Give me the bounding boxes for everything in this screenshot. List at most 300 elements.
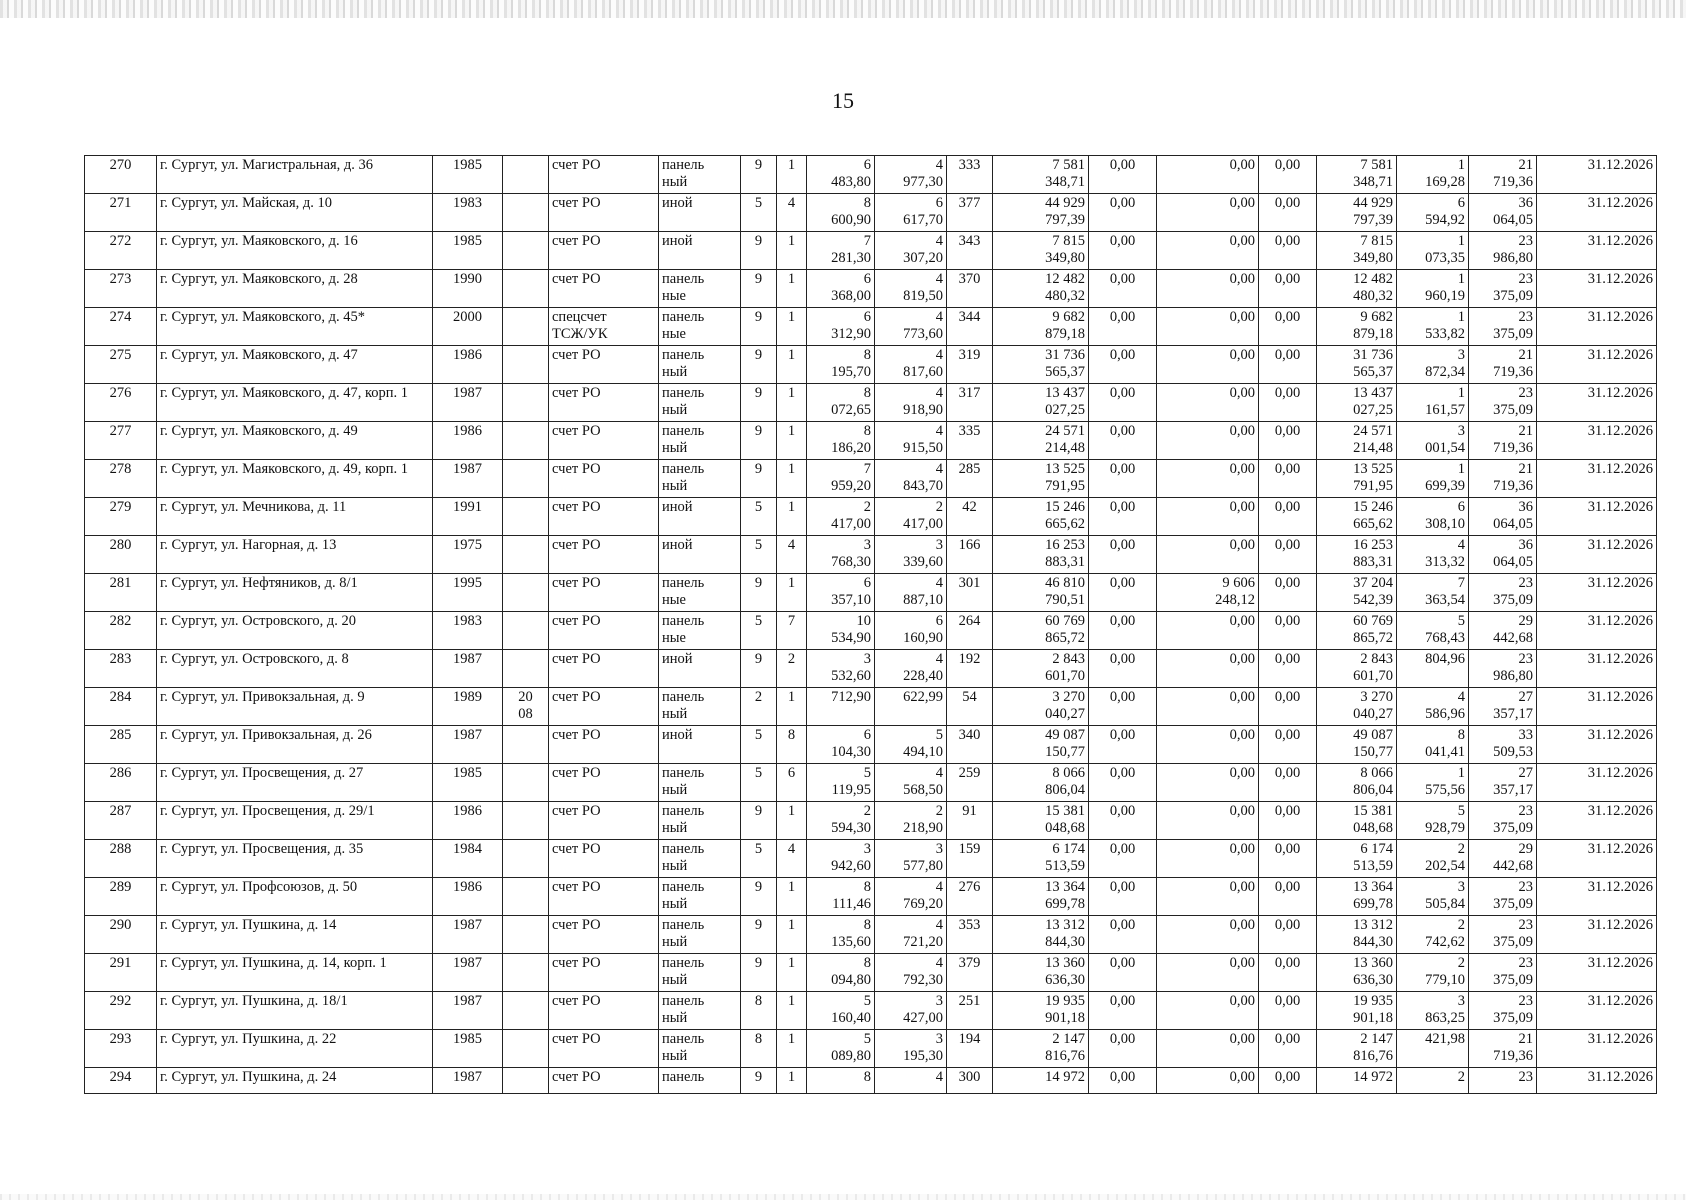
cell-year-built: 1989: [433, 688, 503, 726]
cell-unit-cost: 804,96: [1397, 650, 1469, 688]
cell-total-area: 8 072,65: [807, 384, 875, 422]
cell-entrances: 1: [777, 384, 807, 422]
cell-row-number: 289: [85, 878, 157, 916]
cell-cost-col-c: 0,00: [1259, 498, 1317, 536]
cell-living-area: 4 915,50: [875, 422, 947, 460]
cell-fund-account: счет РО: [549, 422, 659, 460]
cell-residents: 370: [947, 270, 993, 308]
cell-total-area: 3 942,60: [807, 840, 875, 878]
cell-total-cost: 2 147 816,76: [993, 1030, 1089, 1068]
cell-address: г. Сургут, ул. Привокзальная, д. 9: [157, 688, 433, 726]
cell-year-built: 1986: [433, 878, 503, 916]
cell-row-number: 290: [85, 916, 157, 954]
cell-cost-col-a: 0,00: [1089, 384, 1157, 422]
cell-cost-col-c: 0,00: [1259, 460, 1317, 498]
cell-living-area: 622,99: [875, 688, 947, 726]
cell-deadline: 31.12.2026: [1537, 346, 1657, 384]
cell-fund-account: счет РО: [549, 726, 659, 764]
cell-floors: 9: [741, 574, 777, 612]
cell-cost-col-c: 0,00: [1259, 536, 1317, 574]
cell-year-commissioned: 20 08: [503, 688, 549, 726]
cell-max-unit-cost: 23 375,09: [1469, 308, 1537, 346]
cell-address: г. Сургут, ул. Маяковского, д. 16: [157, 232, 433, 270]
cell-row-number: 280: [85, 536, 157, 574]
cell-max-unit-cost: 21 719,36: [1469, 346, 1537, 384]
cell-entrances: 1: [777, 270, 807, 308]
cell-fund-account: счет РО: [549, 612, 659, 650]
cell-row-number: 284: [85, 688, 157, 726]
cell-fund-account: счет РО: [549, 194, 659, 232]
cell-total-area: 5 089,80: [807, 1030, 875, 1068]
cell-deadline: 31.12.2026: [1537, 460, 1657, 498]
cell-wall-material: иной: [659, 536, 741, 574]
cell-residents: 353: [947, 916, 993, 954]
cell-unit-cost: 3 001,54: [1397, 422, 1469, 460]
cell-cost-col-c: 0,00: [1259, 612, 1317, 650]
cell-residents: 194: [947, 1030, 993, 1068]
cell-address: г. Сургут, ул. Маяковского, д. 28: [157, 270, 433, 308]
cell-total-area: 10 534,90: [807, 612, 875, 650]
cell-unit-cost: 421,98: [1397, 1030, 1469, 1068]
cell-floors: 5: [741, 612, 777, 650]
cell-total-area: 712,90: [807, 688, 875, 726]
cell-unit-cost: 1 161,57: [1397, 384, 1469, 422]
cell-residents: 317: [947, 384, 993, 422]
cell-cost-col-b: 0,00: [1157, 536, 1259, 574]
cell-cost-col-a: 0,00: [1089, 688, 1157, 726]
cell-living-area: 4 769,20: [875, 878, 947, 916]
cell-year-commissioned: [503, 650, 549, 688]
page-number: 15: [832, 88, 854, 113]
cell-entrances: 1: [777, 308, 807, 346]
cell-cost-col-b: 0,00: [1157, 878, 1259, 916]
cell-year-commissioned: [503, 840, 549, 878]
table-row: [85, 802, 1657, 840]
cell-fund-account: счет РО: [549, 346, 659, 384]
scan-edge-bottom: [0, 1194, 1686, 1200]
cell-owner-funds: 7 581 348,71: [1317, 156, 1397, 194]
cell-cost-col-b: 0,00: [1157, 232, 1259, 270]
cell-residents: 340: [947, 726, 993, 764]
cell-total-cost: 9 682 879,18: [993, 308, 1089, 346]
cell-cost-col-c: 0,00: [1259, 346, 1317, 384]
cell-address: г. Сургут, ул. Профсоюзов, д. 50: [157, 878, 433, 916]
cell-row-number: 282: [85, 612, 157, 650]
cell-residents: 344: [947, 308, 993, 346]
cell-residents: 91: [947, 802, 993, 840]
cell-row-number: 281: [85, 574, 157, 612]
cell-deadline: 31.12.2026: [1537, 612, 1657, 650]
cell-year-built: 1975: [433, 536, 503, 574]
cell-year-built: 1995: [433, 574, 503, 612]
cell-entrances: 1: [777, 916, 807, 954]
cell-living-area: 3 427,00: [875, 992, 947, 1030]
cell-fund-account: счет РО: [549, 384, 659, 422]
cell-cost-col-b: 0,00: [1157, 840, 1259, 878]
cell-deadline: 31.12.2026: [1537, 194, 1657, 232]
cell-address: г. Сургут, ул. Пушкина, д. 14, корп. 1: [157, 954, 433, 992]
cell-entrances: 1: [777, 878, 807, 916]
cell-entrances: 1: [777, 688, 807, 726]
cell-unit-cost: 4 586,96: [1397, 688, 1469, 726]
cell-year-commissioned: [503, 612, 549, 650]
cell-owner-funds: 19 935 901,18: [1317, 992, 1397, 1030]
cell-total-area: 8 094,80: [807, 954, 875, 992]
cell-cost-col-c: 0,00: [1259, 574, 1317, 612]
cell-cost-col-a: 0,00: [1089, 346, 1157, 384]
cell-cost-col-c: 0,00: [1259, 270, 1317, 308]
cell-cost-col-b: 0,00: [1157, 498, 1259, 536]
cell-year-commissioned: [503, 536, 549, 574]
cell-address: г. Сургут, ул. Привокзальная, д. 26: [157, 726, 433, 764]
cell-cost-col-c: 0,00: [1259, 384, 1317, 422]
cell-total-area: 3 768,30: [807, 536, 875, 574]
cell-fund-account: счет РО: [549, 688, 659, 726]
cell-row-number: 294: [85, 1068, 157, 1094]
cell-wall-material: иной: [659, 498, 741, 536]
cell-unit-cost: 5 928,79: [1397, 802, 1469, 840]
cell-living-area: 6 160,90: [875, 612, 947, 650]
cell-owner-funds: 16 253 883,31: [1317, 536, 1397, 574]
cell-row-number: 285: [85, 726, 157, 764]
cell-address: г. Сургут, ул. Нагорная, д. 13: [157, 536, 433, 574]
cell-owner-funds: 14 972: [1317, 1068, 1397, 1094]
cell-address: г. Сургут, ул. Островского, д. 20: [157, 612, 433, 650]
cell-wall-material: панель ный: [659, 156, 741, 194]
cell-year-built: 1987: [433, 916, 503, 954]
cell-living-area: 4 721,20: [875, 916, 947, 954]
cell-unit-cost: 6 594,92: [1397, 194, 1469, 232]
cell-total-area: 2 417,00: [807, 498, 875, 536]
cell-row-number: 292: [85, 992, 157, 1030]
cell-address: г. Сургут, ул. Маяковского, д. 47, корп. 1: [157, 384, 433, 422]
cell-max-unit-cost: 27 357,17: [1469, 688, 1537, 726]
cell-cost-col-b: 0,00: [1157, 764, 1259, 802]
cell-unit-cost: 2 742,62: [1397, 916, 1469, 954]
cell-floors: 9: [741, 916, 777, 954]
table-row: [85, 764, 1657, 802]
cell-floors: 8: [741, 992, 777, 1030]
cell-deadline: 31.12.2026: [1537, 916, 1657, 954]
cell-residents: 166: [947, 536, 993, 574]
cell-total-cost: 6 174 513,59: [993, 840, 1089, 878]
cell-unit-cost: 2 202,54: [1397, 840, 1469, 878]
cell-owner-funds: 31 736 565,37: [1317, 346, 1397, 384]
cell-address: г. Сургут, ул. Маяковского, д. 49, корп. 1: [157, 460, 433, 498]
cell-address: г. Сургут, ул. Просвещения, д. 35: [157, 840, 433, 878]
cell-living-area: 4 918,90: [875, 384, 947, 422]
cell-cost-col-c: 0,00: [1259, 726, 1317, 764]
cell-row-number: 276: [85, 384, 157, 422]
cell-wall-material: иной: [659, 194, 741, 232]
cell-floors: 9: [741, 270, 777, 308]
cell-total-area: 8 186,20: [807, 422, 875, 460]
cell-floors: 5: [741, 764, 777, 802]
table-row: [85, 232, 1657, 270]
cell-address: г. Сургут, ул. Пушкина, д. 18/1: [157, 992, 433, 1030]
cell-living-area: 4 843,70: [875, 460, 947, 498]
cell-fund-account: счет РО: [549, 878, 659, 916]
cell-year-built: 1986: [433, 346, 503, 384]
cell-owner-funds: 3 270 040,27: [1317, 688, 1397, 726]
cell-floors: 9: [741, 650, 777, 688]
cell-living-area: 4 819,50: [875, 270, 947, 308]
cell-owner-funds: 8 066 806,04: [1317, 764, 1397, 802]
cell-entrances: 4: [777, 840, 807, 878]
cell-year-commissioned: [503, 384, 549, 422]
cell-cost-col-c: 0,00: [1259, 878, 1317, 916]
cell-deadline: 31.12.2026: [1537, 308, 1657, 346]
cell-address: г. Сургут, ул. Маяковского, д. 45*: [157, 308, 433, 346]
cell-wall-material: иной: [659, 232, 741, 270]
cell-year-commissioned: [503, 308, 549, 346]
cell-cost-col-c: 0,00: [1259, 954, 1317, 992]
table-row: [85, 916, 1657, 954]
cell-cost-col-a: 0,00: [1089, 992, 1157, 1030]
cell-cost-col-c: 0,00: [1259, 992, 1317, 1030]
cell-year-commissioned: [503, 194, 549, 232]
cell-cost-col-c: 0,00: [1259, 650, 1317, 688]
cell-wall-material: панель ные: [659, 308, 741, 346]
cell-address: г. Сургут, ул. Пушкина, д. 24: [157, 1068, 433, 1094]
cell-residents: 276: [947, 878, 993, 916]
cell-total-cost: 8 066 806,04: [993, 764, 1089, 802]
cell-address: г. Сургут, ул. Пушкина, д. 14: [157, 916, 433, 954]
cell-owner-funds: 15 246 665,62: [1317, 498, 1397, 536]
cell-wall-material: панель ный: [659, 878, 741, 916]
cell-total-cost: 46 810 790,51: [993, 574, 1089, 612]
cell-fund-account: счет РО: [549, 574, 659, 612]
cell-max-unit-cost: 23 375,09: [1469, 384, 1537, 422]
cell-deadline: 31.12.2026: [1537, 1068, 1657, 1094]
cell-residents: 379: [947, 954, 993, 992]
cell-total-cost: 13 364 699,78: [993, 878, 1089, 916]
cell-row-number: 272: [85, 232, 157, 270]
cell-cost-col-b: 0,00: [1157, 1068, 1259, 1094]
cell-cost-col-c: 0,00: [1259, 156, 1317, 194]
cell-deadline: 31.12.2026: [1537, 232, 1657, 270]
cell-residents: 251: [947, 992, 993, 1030]
cell-residents: 54: [947, 688, 993, 726]
cell-residents: 301: [947, 574, 993, 612]
cell-total-cost: 15 381 048,68: [993, 802, 1089, 840]
cell-unit-cost: 1 169,28: [1397, 156, 1469, 194]
cell-total-area: 8 195,70: [807, 346, 875, 384]
cell-floors: 9: [741, 460, 777, 498]
cell-max-unit-cost: 23 986,80: [1469, 650, 1537, 688]
cell-max-unit-cost: 36 064,05: [1469, 498, 1537, 536]
cell-floors: 9: [741, 422, 777, 460]
cell-fund-account: счет РО: [549, 802, 659, 840]
table-row: [85, 992, 1657, 1030]
cell-max-unit-cost: 23 375,09: [1469, 802, 1537, 840]
cell-total-area: 6 483,80: [807, 156, 875, 194]
cell-year-commissioned: [503, 232, 549, 270]
cell-total-area: 6 357,10: [807, 574, 875, 612]
cell-owner-funds: 24 571 214,48: [1317, 422, 1397, 460]
cell-entrances: 4: [777, 194, 807, 232]
cell-deadline: 31.12.2026: [1537, 726, 1657, 764]
table-row: [85, 688, 1657, 726]
cell-wall-material: панель ный: [659, 460, 741, 498]
cell-residents: 335: [947, 422, 993, 460]
cell-year-built: 1990: [433, 270, 503, 308]
cell-cost-col-b: 0,00: [1157, 156, 1259, 194]
cell-address: г. Сургут, ул. Маяковского, д. 47: [157, 346, 433, 384]
cell-residents: 159: [947, 840, 993, 878]
table-row: [85, 612, 1657, 650]
cell-living-area: 4 817,60: [875, 346, 947, 384]
cell-entrances: 1: [777, 156, 807, 194]
cell-year-commissioned: [503, 574, 549, 612]
cell-row-number: 275: [85, 346, 157, 384]
cell-deadline: 31.12.2026: [1537, 536, 1657, 574]
cell-total-cost: 24 571 214,48: [993, 422, 1089, 460]
cell-owner-funds: 13 525 791,95: [1317, 460, 1397, 498]
cell-living-area: 4: [875, 1068, 947, 1094]
cell-unit-cost: 1 575,56: [1397, 764, 1469, 802]
cell-unit-cost: 8 041,41: [1397, 726, 1469, 764]
table-row: [85, 878, 1657, 916]
table-body: [85, 156, 1657, 1094]
cell-year-commissioned: [503, 270, 549, 308]
cell-year-built: 1983: [433, 194, 503, 232]
cell-cost-col-c: 0,00: [1259, 1030, 1317, 1068]
cell-fund-account: счет РО: [549, 764, 659, 802]
cell-residents: 300: [947, 1068, 993, 1094]
cell-unit-cost: 1 533,82: [1397, 308, 1469, 346]
cell-max-unit-cost: 21 719,36: [1469, 156, 1537, 194]
cell-living-area: 2 417,00: [875, 498, 947, 536]
cell-year-built: 1983: [433, 612, 503, 650]
cell-address: г. Сургут, ул. Магистральная, д. 36: [157, 156, 433, 194]
cell-total-cost: 60 769 865,72: [993, 612, 1089, 650]
cell-max-unit-cost: 23 375,09: [1469, 878, 1537, 916]
cell-year-built: 1987: [433, 992, 503, 1030]
cell-owner-funds: 49 087 150,77: [1317, 726, 1397, 764]
cell-row-number: 286: [85, 764, 157, 802]
cell-fund-account: счет РО: [549, 650, 659, 688]
cell-max-unit-cost: 23 986,80: [1469, 232, 1537, 270]
cell-deadline: 31.12.2026: [1537, 802, 1657, 840]
cell-wall-material: панель ный: [659, 384, 741, 422]
cell-cost-col-b: 0,00: [1157, 308, 1259, 346]
cell-owner-funds: 13 364 699,78: [1317, 878, 1397, 916]
cell-unit-cost: 4 313,32: [1397, 536, 1469, 574]
cell-fund-account: счет РО: [549, 270, 659, 308]
cell-entrances: 1: [777, 992, 807, 1030]
cell-floors: 9: [741, 232, 777, 270]
cell-entrances: 1: [777, 498, 807, 536]
cell-total-cost: 15 246 665,62: [993, 498, 1089, 536]
cell-entrances: 1: [777, 1030, 807, 1068]
cell-floors: 2: [741, 688, 777, 726]
cell-residents: 319: [947, 346, 993, 384]
cell-owner-funds: 2 843 601,70: [1317, 650, 1397, 688]
cell-deadline: 31.12.2026: [1537, 1030, 1657, 1068]
cell-fund-account: счет РО: [549, 1068, 659, 1094]
cell-fund-account: счет РО: [549, 460, 659, 498]
cell-total-cost: 14 972: [993, 1068, 1089, 1094]
table-row: [85, 498, 1657, 536]
cell-floors: 9: [741, 308, 777, 346]
cell-owner-funds: 6 174 513,59: [1317, 840, 1397, 878]
cell-living-area: 4 792,30: [875, 954, 947, 992]
cell-owner-funds: 13 360 636,30: [1317, 954, 1397, 992]
cell-residents: 264: [947, 612, 993, 650]
cell-cost-col-a: 0,00: [1089, 878, 1157, 916]
cell-owner-funds: 7 815 349,80: [1317, 232, 1397, 270]
cell-deadline: 31.12.2026: [1537, 156, 1657, 194]
cell-year-built: 1987: [433, 726, 503, 764]
cell-deadline: 31.12.2026: [1537, 422, 1657, 460]
housing-register-table: [84, 155, 1657, 1094]
cell-total-cost: 3 270 040,27: [993, 688, 1089, 726]
cell-floors: 9: [741, 878, 777, 916]
cell-cost-col-a: 0,00: [1089, 422, 1157, 460]
cell-floors: 5: [741, 726, 777, 764]
cell-year-commissioned: [503, 992, 549, 1030]
cell-floors: 5: [741, 194, 777, 232]
cell-floors: 9: [741, 802, 777, 840]
cell-year-commissioned: [503, 1030, 549, 1068]
cell-max-unit-cost: 27 357,17: [1469, 764, 1537, 802]
cell-residents: 42: [947, 498, 993, 536]
cell-total-area: 8: [807, 1068, 875, 1094]
cell-address: г. Сургут, ул. Нефтяников, д. 8/1: [157, 574, 433, 612]
cell-row-number: 277: [85, 422, 157, 460]
table-row: [85, 536, 1657, 574]
cell-entrances: 6: [777, 764, 807, 802]
cell-row-number: 271: [85, 194, 157, 232]
cell-total-cost: 19 935 901,18: [993, 992, 1089, 1030]
cell-year-built: 1987: [433, 384, 503, 422]
cell-total-cost: 12 482 480,32: [993, 270, 1089, 308]
cell-floors: 5: [741, 536, 777, 574]
cell-total-area: 5 160,40: [807, 992, 875, 1030]
cell-owner-funds: 9 682 879,18: [1317, 308, 1397, 346]
cell-cost-col-a: 0,00: [1089, 1068, 1157, 1094]
cell-deadline: 31.12.2026: [1537, 650, 1657, 688]
cell-cost-col-a: 0,00: [1089, 194, 1157, 232]
table-row: [85, 194, 1657, 232]
cell-unit-cost: 6 308,10: [1397, 498, 1469, 536]
cell-entrances: 1: [777, 346, 807, 384]
cell-year-built: 1987: [433, 954, 503, 992]
cell-cost-col-a: 0,00: [1089, 764, 1157, 802]
cell-living-area: 4 228,40: [875, 650, 947, 688]
cell-floors: 9: [741, 156, 777, 194]
cell-living-area: 4 568,50: [875, 764, 947, 802]
cell-max-unit-cost: 21 719,36: [1469, 422, 1537, 460]
cell-wall-material: панель ный: [659, 802, 741, 840]
table-row: [85, 346, 1657, 384]
cell-unit-cost: 2 779,10: [1397, 954, 1469, 992]
cell-fund-account: счет РО: [549, 1030, 659, 1068]
cell-max-unit-cost: 29 442,68: [1469, 840, 1537, 878]
cell-deadline: 31.12.2026: [1537, 574, 1657, 612]
cell-living-area: 2 218,90: [875, 802, 947, 840]
cell-living-area: 4 887,10: [875, 574, 947, 612]
cell-cost-col-a: 0,00: [1089, 1030, 1157, 1068]
cell-fund-account: спецсчет ТСЖ/УК: [549, 308, 659, 346]
cell-cost-col-b: 0,00: [1157, 954, 1259, 992]
cell-residents: 343: [947, 232, 993, 270]
table-row: [85, 156, 1657, 194]
cell-owner-funds: 13 437 027,25: [1317, 384, 1397, 422]
cell-cost-col-b: 0,00: [1157, 612, 1259, 650]
cell-total-area: 7 959,20: [807, 460, 875, 498]
